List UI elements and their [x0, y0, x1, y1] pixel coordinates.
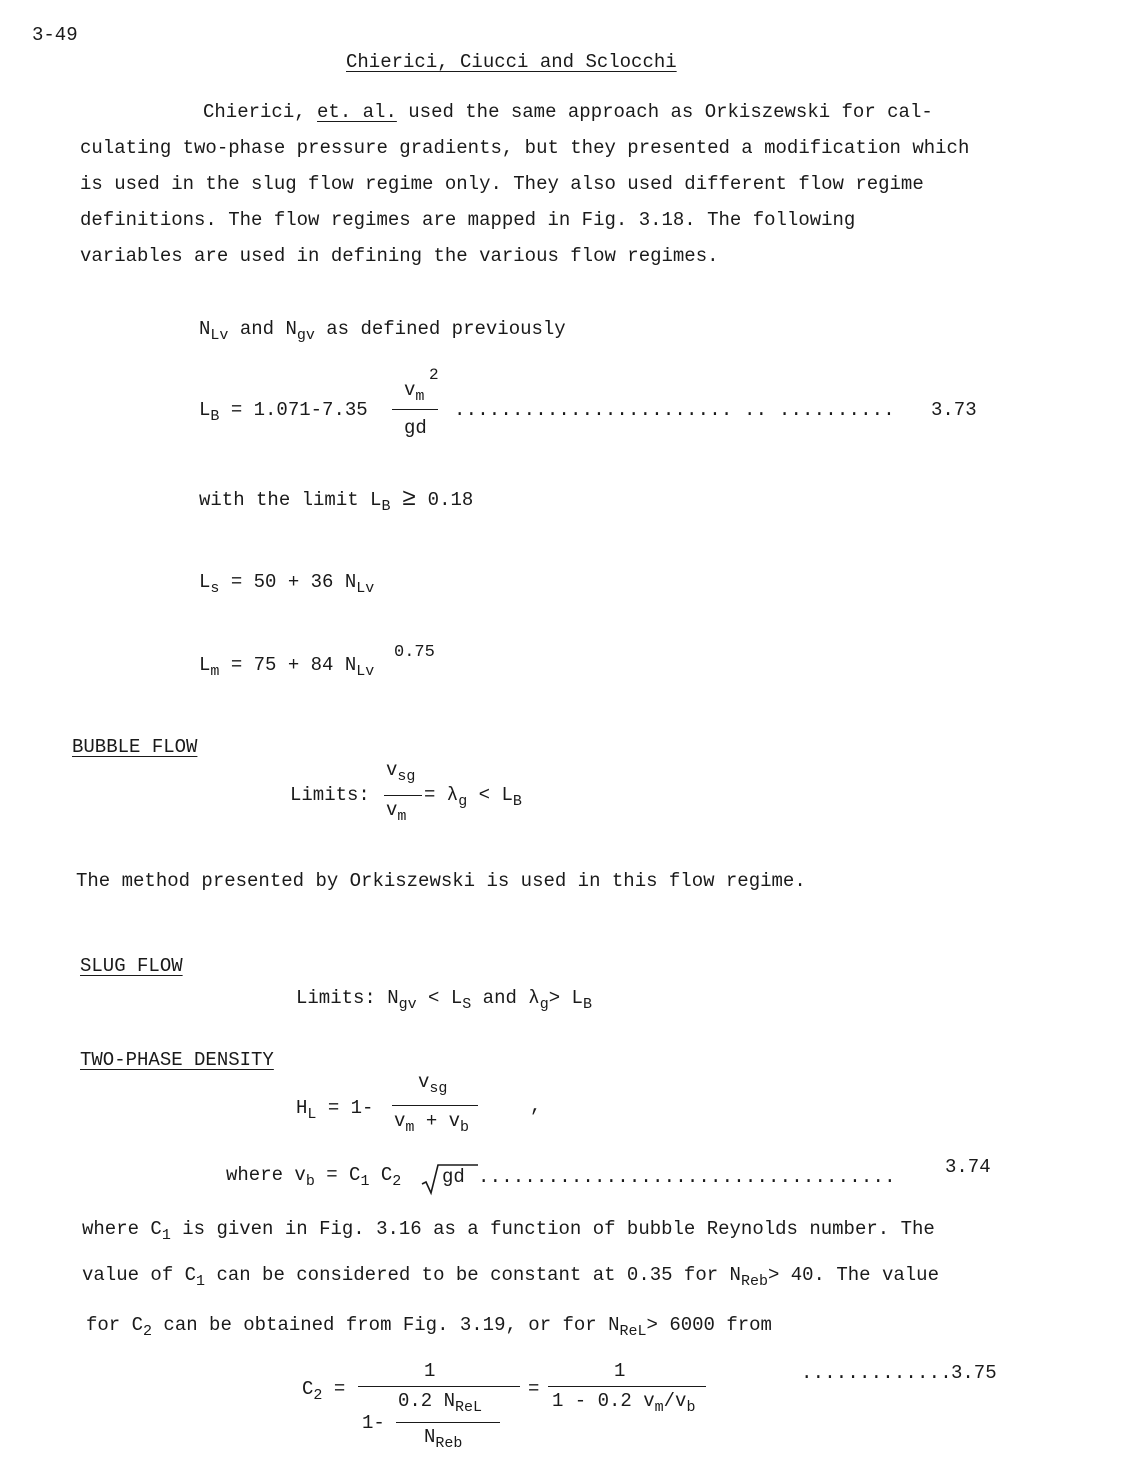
- c2-f1-bar: [358, 1386, 520, 1387]
- nlv-ngv-line: $N_{Lv}$ and $N_{gv}$ as defined previously: [199, 318, 566, 344]
- hl-frac-bar: [392, 1105, 478, 1106]
- vb-equation: where $v_b = C_1$ $C_2$: [226, 1164, 402, 1190]
- bubble-limit-rest: = $\lambda_g < L_B$: [424, 784, 522, 810]
- c2-f1-num: 1: [424, 1360, 436, 1382]
- c2-eq2: =: [528, 1378, 540, 1400]
- lb-frac-sup: 2: [429, 366, 439, 384]
- c2-lhs: $C_2$ =: [302, 1378, 346, 1404]
- hl-frac-num: $v_{sg}$: [418, 1071, 448, 1097]
- ls-equation: $L_s = 50 + 36$ $N_{Lv}$: [199, 571, 375, 597]
- equation-number-3-74: 3.74: [945, 1156, 991, 1178]
- intro-line-4: definitions. The flow regimes are mapped in Fig. 3.18. The following: [80, 209, 856, 231]
- bubble-frac-num: $v_{sg}$: [386, 759, 416, 785]
- equation-number-3-73: 3.73: [931, 399, 977, 421]
- hl-comma: ,: [530, 1095, 542, 1117]
- bubble-frac-den: $v_m$: [386, 799, 407, 825]
- hl-lhs: $H_L = 1-$: [296, 1097, 374, 1123]
- two-phase-density-heading: TWO-PHASE DENSITY: [80, 1049, 274, 1071]
- section-title: Chierici, Ciucci and Sclocchi: [346, 51, 677, 73]
- c1-para-line-3: for $C_2$ can be obtained from Fig. 3.19, or for $N_{ReL}> 6000$ from: [86, 1314, 772, 1340]
- lb-limit-line: with the limit $L_B \ge 0.18$: [199, 486, 474, 515]
- c2-f1-den-pre: 1-: [362, 1412, 385, 1434]
- hl-frac-den: $v_m + v_b$: [394, 1110, 470, 1136]
- bubble-note: The method presented by Orkiszewski is used in this flow regime.: [76, 870, 806, 892]
- c1-para-line-2: value of $C_1$ can be considered to be constant at 0.35 for $N_{Reb}> 40$. The value: [82, 1264, 939, 1290]
- c2-leader: .............: [801, 1362, 952, 1384]
- lb-frac-num: $v_m$: [404, 379, 425, 405]
- intro-line-1: Chierici, et. al. used the same approach as Orkiszewski for cal-: [203, 101, 933, 123]
- bubble-limits-label: Limits:: [290, 784, 370, 806]
- bubble-frac-bar: [384, 795, 422, 796]
- lm-exponent: 0.75: [394, 643, 435, 662]
- lm-equation: $L_m = 75 + 84$ $N_{Lv}$: [199, 654, 375, 680]
- lb-leader: ........................ .. ..........: [454, 399, 895, 421]
- c2-f1-inner-num: 0.2 $N_{ReL}$: [398, 1390, 483, 1416]
- c2-f2-num: 1: [614, 1360, 626, 1382]
- vb-root-content: gd: [442, 1166, 465, 1188]
- c2-f1-inner-bar: [396, 1422, 500, 1423]
- c2-f1-inner-den: $N_{Reb}$: [424, 1426, 463, 1452]
- intro-line-3: is used in the slug flow regime only. They also used different flow regime: [80, 173, 924, 195]
- lb-lhs: $L_B = 1.071-7.35$: [199, 399, 368, 425]
- intro-line-2: culating two-phase pressure gradients, but they presented a modification which: [80, 137, 970, 159]
- c2-f2-bar: [548, 1386, 706, 1387]
- lb-frac-den: gd: [404, 417, 427, 439]
- lb-frac-bar: [392, 409, 438, 410]
- page-number: 3-49: [32, 24, 78, 46]
- c1-para-line-1: where $C_1$ is given in Fig. 3.16 as a function of bubble Reynolds number. The: [82, 1218, 935, 1244]
- c2-f2-den: 1 - 0.2 $v_m/v_b$: [552, 1390, 696, 1416]
- equation-number-3-75: 3.75: [951, 1362, 997, 1384]
- slug-limits-line: Limits: $N_{gv} < L_S$ and $\lambda_g> L_B$: [296, 987, 592, 1013]
- et-al-text: et. al.: [317, 101, 397, 123]
- intro-line-5: variables are used in defining the various flow regimes.: [80, 245, 719, 267]
- bubble-flow-heading: BUBBLE FLOW: [72, 736, 198, 758]
- vb-leader: ....................................: [478, 1166, 896, 1188]
- slug-flow-heading: SLUG FLOW: [80, 955, 183, 977]
